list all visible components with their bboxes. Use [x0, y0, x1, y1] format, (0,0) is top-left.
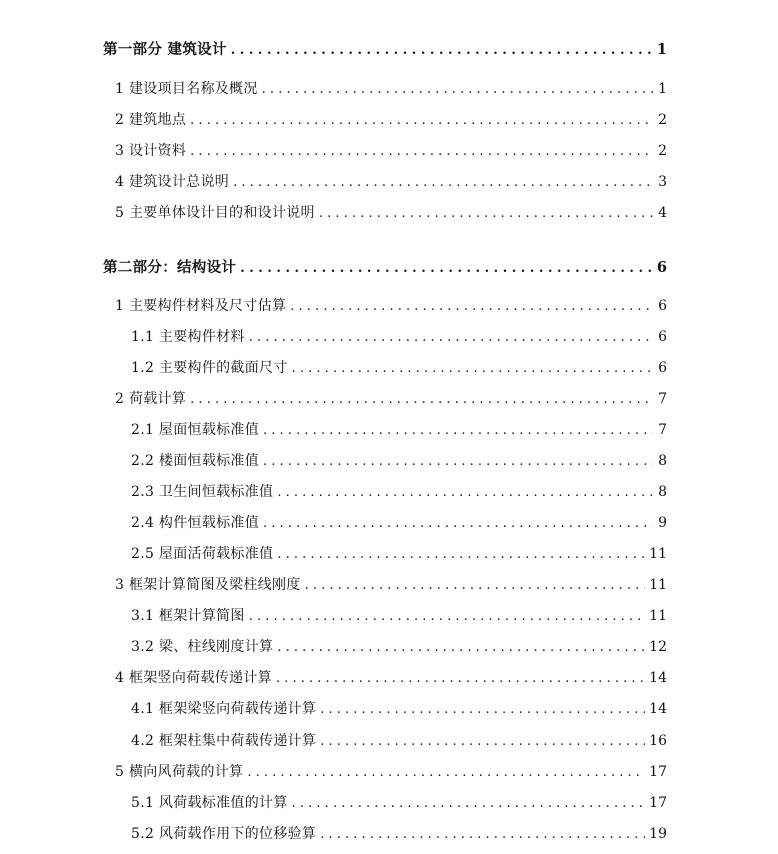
dot-leader — [249, 329, 653, 347]
dot-leader — [320, 826, 645, 844]
dot-leader — [263, 422, 653, 440]
toc-entry[interactable] — [115, 142, 667, 161]
dot-leader — [277, 484, 653, 502]
toc-entry-label: 4 框架竖向荷载传递计算 — [115, 670, 272, 686]
toc-entry-label: 3 设计资料 — [115, 143, 187, 159]
toc-part-heading[interactable] — [103, 259, 667, 278]
toc-entry-label: 1 建设项目名称及概况 — [115, 81, 258, 97]
dot-leader — [320, 733, 645, 751]
dot-leader — [290, 298, 653, 316]
toc-entry[interactable] — [115, 669, 667, 688]
toc-page-number: 6 — [658, 360, 667, 376]
toc-entry-label: 5.2 风荷载作用下的位移验算 — [131, 826, 317, 842]
toc-subentry[interactable] — [131, 359, 667, 378]
toc-entry-label: 2.1 屋面恒载标准值 — [131, 422, 260, 438]
toc-entry[interactable] — [115, 390, 667, 409]
toc-part-heading[interactable] — [103, 41, 667, 60]
dot-leader — [292, 795, 646, 813]
toc-page-number: 6 — [658, 298, 667, 314]
toc-entry-label: 2.2 楼面恒载标准值 — [131, 453, 260, 469]
dot-leader — [190, 143, 653, 161]
toc-entry-label: 2 建筑地点 — [115, 112, 187, 128]
dot-leader — [263, 453, 653, 471]
toc-entry-label: 5.1 风荷载标准值的计算 — [131, 795, 288, 811]
toc-page-number: 14 — [649, 701, 667, 717]
toc-entry-label: 5 主要单体设计目的和设计说明 — [115, 205, 315, 221]
dot-leader — [292, 360, 653, 378]
toc-entry-label: 1.2 主要构件的截面尺寸 — [131, 360, 288, 376]
toc-entry-label: 第一部分 建筑设计 — [103, 41, 227, 58]
toc-entry-label: 2.4 构件恒载标准值 — [131, 515, 260, 531]
dot-leader — [233, 174, 653, 192]
dot-leader — [320, 701, 645, 719]
toc-page-number: 1 — [656, 41, 667, 58]
toc-subentry[interactable] — [131, 638, 667, 657]
toc-entry-label: 2 荷载计算 — [115, 391, 187, 407]
toc-entry[interactable] — [115, 297, 667, 316]
toc-entry[interactable] — [115, 111, 667, 130]
toc-page-number: 6 — [658, 329, 667, 345]
dot-leader — [263, 515, 653, 533]
dot-leader — [305, 577, 646, 595]
dot-leader — [190, 391, 653, 409]
toc-page-number: 17 — [649, 795, 667, 811]
toc-entry-label: 第二部分：结构设计 — [103, 259, 237, 276]
toc-subentry[interactable] — [131, 421, 667, 440]
toc-entry-label: 4.2 框架柱集中荷载传递计算 — [131, 733, 317, 749]
toc-subentry[interactable] — [131, 700, 667, 719]
toc-page-number: 11 — [649, 546, 667, 562]
toc-entry[interactable] — [115, 204, 667, 223]
toc-page-number: 14 — [649, 670, 667, 686]
toc-entry[interactable] — [115, 576, 667, 595]
toc-entry-label: 3 框架计算简图及梁柱线刚度 — [115, 577, 301, 593]
toc-page-number: 16 — [649, 733, 667, 749]
dot-leader — [231, 42, 653, 60]
toc-subentry[interactable] — [131, 607, 667, 626]
dot-leader — [262, 81, 653, 99]
toc-page-number: 7 — [658, 391, 667, 407]
toc-entry-label: 3.1 框架计算简图 — [131, 608, 245, 624]
toc-page-number: 3 — [658, 174, 667, 190]
toc-entry[interactable] — [115, 80, 667, 99]
toc-entry-label: 2.5 屋面活荷载标准值 — [131, 546, 274, 562]
toc-entry-label: 1 主要构件材料及尺寸估算 — [115, 298, 287, 314]
toc-page-number: 8 — [658, 453, 667, 469]
dot-leader — [247, 764, 645, 782]
toc-subentry[interactable] — [131, 483, 667, 502]
toc-page-number: 11 — [649, 577, 667, 593]
dot-leader — [277, 546, 645, 564]
dot-leader — [276, 670, 645, 688]
toc-page-number: 19 — [649, 826, 667, 842]
toc-page-number: 9 — [658, 515, 667, 531]
toc-page-number: 4 — [658, 205, 667, 221]
toc-subentry[interactable] — [131, 794, 667, 813]
toc-entry-label: 5 横向风荷载的计算 — [115, 764, 244, 780]
toc-subentry[interactable] — [131, 514, 667, 533]
toc-entry-label: 1.1 主要构件材料 — [131, 329, 245, 345]
toc-page-number: 2 — [658, 112, 667, 128]
toc-entry[interactable] — [115, 173, 667, 192]
toc-entry-label: 4.1 框架梁竖向荷载传递计算 — [131, 701, 317, 717]
toc-entry-label: 2.3 卫生间恒载标准值 — [131, 484, 274, 500]
toc-subentry[interactable] — [131, 328, 667, 347]
dot-leader — [319, 205, 653, 223]
dot-leader — [240, 260, 653, 278]
toc-subentry[interactable] — [131, 825, 667, 844]
toc-page-number: 12 — [649, 639, 667, 655]
toc-page-number: 2 — [658, 143, 667, 159]
dot-leader — [277, 639, 645, 657]
toc-entry-label: 4 建筑设计总说明 — [115, 174, 230, 190]
toc-subentry[interactable] — [131, 732, 667, 751]
toc-page-number: 11 — [649, 608, 667, 624]
toc-page-number: 17 — [649, 764, 667, 780]
toc-entry[interactable] — [115, 763, 667, 782]
dot-leader — [190, 112, 653, 130]
toc-page-number: 7 — [658, 422, 667, 438]
toc-subentry[interactable] — [131, 452, 667, 471]
toc-subentry[interactable] — [131, 545, 667, 564]
toc-page-number: 6 — [656, 259, 667, 276]
toc-entry-label: 3.2 梁、柱线刚度计算 — [131, 639, 274, 655]
toc-page-number: 8 — [658, 484, 667, 500]
dot-leader — [249, 608, 645, 626]
toc-page-number: 1 — [658, 81, 667, 97]
